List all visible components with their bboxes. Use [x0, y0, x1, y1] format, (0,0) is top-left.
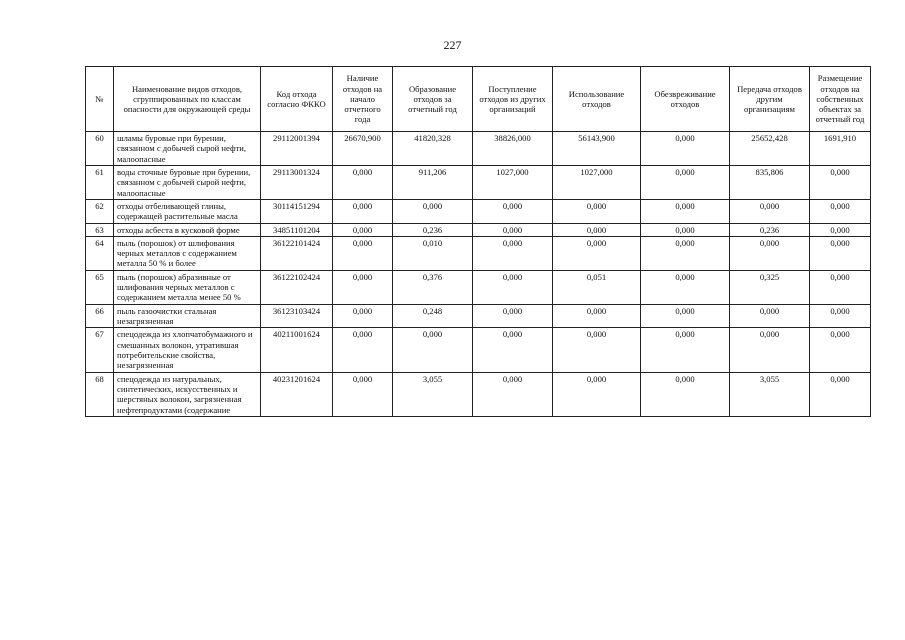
row-code: 40231201624 [261, 372, 333, 416]
row-generated: 0,010 [393, 236, 473, 270]
header-code: Код отхода согласно ФККО [261, 67, 333, 132]
row-transferred: 0,236 [730, 223, 810, 236]
row-start-balance: 0,000 [333, 304, 393, 328]
row-num: 67 [86, 328, 114, 372]
row-placed: 0,000 [810, 223, 871, 236]
row-start-balance: 0,000 [333, 328, 393, 372]
row-num: 65 [86, 270, 114, 304]
row-received: 0,000 [473, 236, 553, 270]
table-row [86, 199, 871, 223]
header-transferred: Передача отходов другим организациям [730, 67, 810, 132]
table-row [86, 223, 871, 236]
row-placed: 0,000 [810, 328, 871, 372]
table-row [86, 304, 871, 328]
row-transferred: 0,325 [730, 270, 810, 304]
row-received: 38826,000 [473, 132, 553, 166]
row-code: 29113001324 [261, 165, 333, 199]
row-name: пыль (порошок) абразивные от шлифования черных металлов с содержанием металла менее 50 % [114, 270, 261, 304]
row-num: 68 [86, 372, 114, 416]
row-start-balance: 26670,900 [333, 132, 393, 166]
row-transferred: 25652,428 [730, 132, 810, 166]
table-row [86, 132, 871, 166]
waste-table [85, 66, 871, 417]
row-placed: 0,000 [810, 236, 871, 270]
header-generated: Образование отходов за отчетный год [393, 67, 473, 132]
row-received: 0,000 [473, 270, 553, 304]
row-neutralized: 0,000 [641, 372, 730, 416]
row-num: 60 [86, 132, 114, 166]
row-code: 30114151294 [261, 199, 333, 223]
row-num: 62 [86, 199, 114, 223]
row-received: 0,000 [473, 199, 553, 223]
row-placed: 0,000 [810, 270, 871, 304]
row-placed: 0,000 [810, 304, 871, 328]
header-name: Наименование видов отходов, сгруппированных по классам опасности для окружающей среды [114, 67, 261, 132]
row-neutralized: 0,000 [641, 132, 730, 166]
row-transferred: 835,806 [730, 165, 810, 199]
header-placed: Размещение отходов на собственных объектах за отчетный год [810, 67, 871, 132]
row-generated: 911,206 [393, 165, 473, 199]
table-header-row [86, 67, 871, 132]
row-generated: 0,000 [393, 199, 473, 223]
page-number: 227 [443, 38, 462, 52]
row-name: отходы асбеста в кусковой форме [114, 223, 261, 236]
row-received: 1027,000 [473, 165, 553, 199]
row-num: 61 [86, 165, 114, 199]
row-num: 66 [86, 304, 114, 328]
row-used: 0,051 [553, 270, 641, 304]
row-used: 0,000 [553, 236, 641, 270]
row-name: пыль газоочистки стальная незагрязненная [114, 304, 261, 328]
row-neutralized: 0,000 [641, 270, 730, 304]
row-generated: 0,376 [393, 270, 473, 304]
row-generated: 0,236 [393, 223, 473, 236]
row-name: спецодежда из хлопчатобумажного и смешанных волокон, утратившая потребительские свойства, незагрязненная [114, 328, 261, 372]
row-received: 0,000 [473, 223, 553, 236]
row-received: 0,000 [473, 304, 553, 328]
row-transferred: 0,000 [730, 236, 810, 270]
row-used: 0,000 [553, 199, 641, 223]
row-name: шламы буровые при бурении, связанном с добычей сырой нефти, малоопасные [114, 132, 261, 166]
row-used: 0,000 [553, 328, 641, 372]
table-row [86, 165, 871, 199]
row-placed: 0,000 [810, 165, 871, 199]
row-neutralized: 0,000 [641, 328, 730, 372]
row-code: 29112001394 [261, 132, 333, 166]
row-code: 40211001624 [261, 328, 333, 372]
row-transferred: 0,000 [730, 304, 810, 328]
header-neutralized: Обезвреживание отходов [641, 67, 730, 132]
row-code: 36122102424 [261, 270, 333, 304]
table-row [86, 372, 871, 416]
row-code: 36123103424 [261, 304, 333, 328]
table-row [86, 236, 871, 270]
row-generated: 3,055 [393, 372, 473, 416]
row-neutralized: 0,000 [641, 165, 730, 199]
row-neutralized: 0,000 [641, 304, 730, 328]
row-generated: 41820,328 [393, 132, 473, 166]
header-received: Поступление отходов из других организаций [473, 67, 553, 132]
row-transferred: 3,055 [730, 372, 810, 416]
row-start-balance: 0,000 [333, 223, 393, 236]
row-code: 34851101204 [261, 223, 333, 236]
row-num: 63 [86, 223, 114, 236]
row-transferred: 0,000 [730, 328, 810, 372]
row-neutralized: 0,000 [641, 223, 730, 236]
table-row [86, 270, 871, 304]
row-start-balance: 0,000 [333, 236, 393, 270]
row-used: 56143,900 [553, 132, 641, 166]
row-used: 0,000 [553, 304, 641, 328]
header-num: № [86, 67, 114, 132]
row-placed: 1691,910 [810, 132, 871, 166]
row-start-balance: 0,000 [333, 165, 393, 199]
row-generated: 0,000 [393, 328, 473, 372]
row-received: 0,000 [473, 328, 553, 372]
row-used: 0,000 [553, 372, 641, 416]
row-used: 0,000 [553, 223, 641, 236]
row-generated: 0,248 [393, 304, 473, 328]
row-start-balance: 0,000 [333, 270, 393, 304]
row-transferred: 0,000 [730, 199, 810, 223]
row-name: воды сточные буровые при бурении, связанном с добычей сырой нефти, малоопасные [114, 165, 261, 199]
row-placed: 0,000 [810, 372, 871, 416]
table-row [86, 328, 871, 372]
row-name: спецодежда из натуральных, синтетических, искусственных и шерстяных волокон, загрязненная нефтепродуктами (содержание [114, 372, 261, 416]
row-start-balance: 0,000 [333, 372, 393, 416]
header-used: Использование отходов [553, 67, 641, 132]
row-name: пыль (порошок) от шлифования черных металлов с содержанием металла 50 % и более [114, 236, 261, 270]
header-start-balance: Наличие отходов на начало отчетного года [333, 67, 393, 132]
row-start-balance: 0,000 [333, 199, 393, 223]
row-used: 1027,000 [553, 165, 641, 199]
row-name: отходы отбеливающей глины, содержащей растительные масла [114, 199, 261, 223]
row-received: 0,000 [473, 372, 553, 416]
row-num: 64 [86, 236, 114, 270]
row-placed: 0,000 [810, 199, 871, 223]
row-neutralized: 0,000 [641, 236, 730, 270]
row-neutralized: 0,000 [641, 199, 730, 223]
row-code: 36122101424 [261, 236, 333, 270]
